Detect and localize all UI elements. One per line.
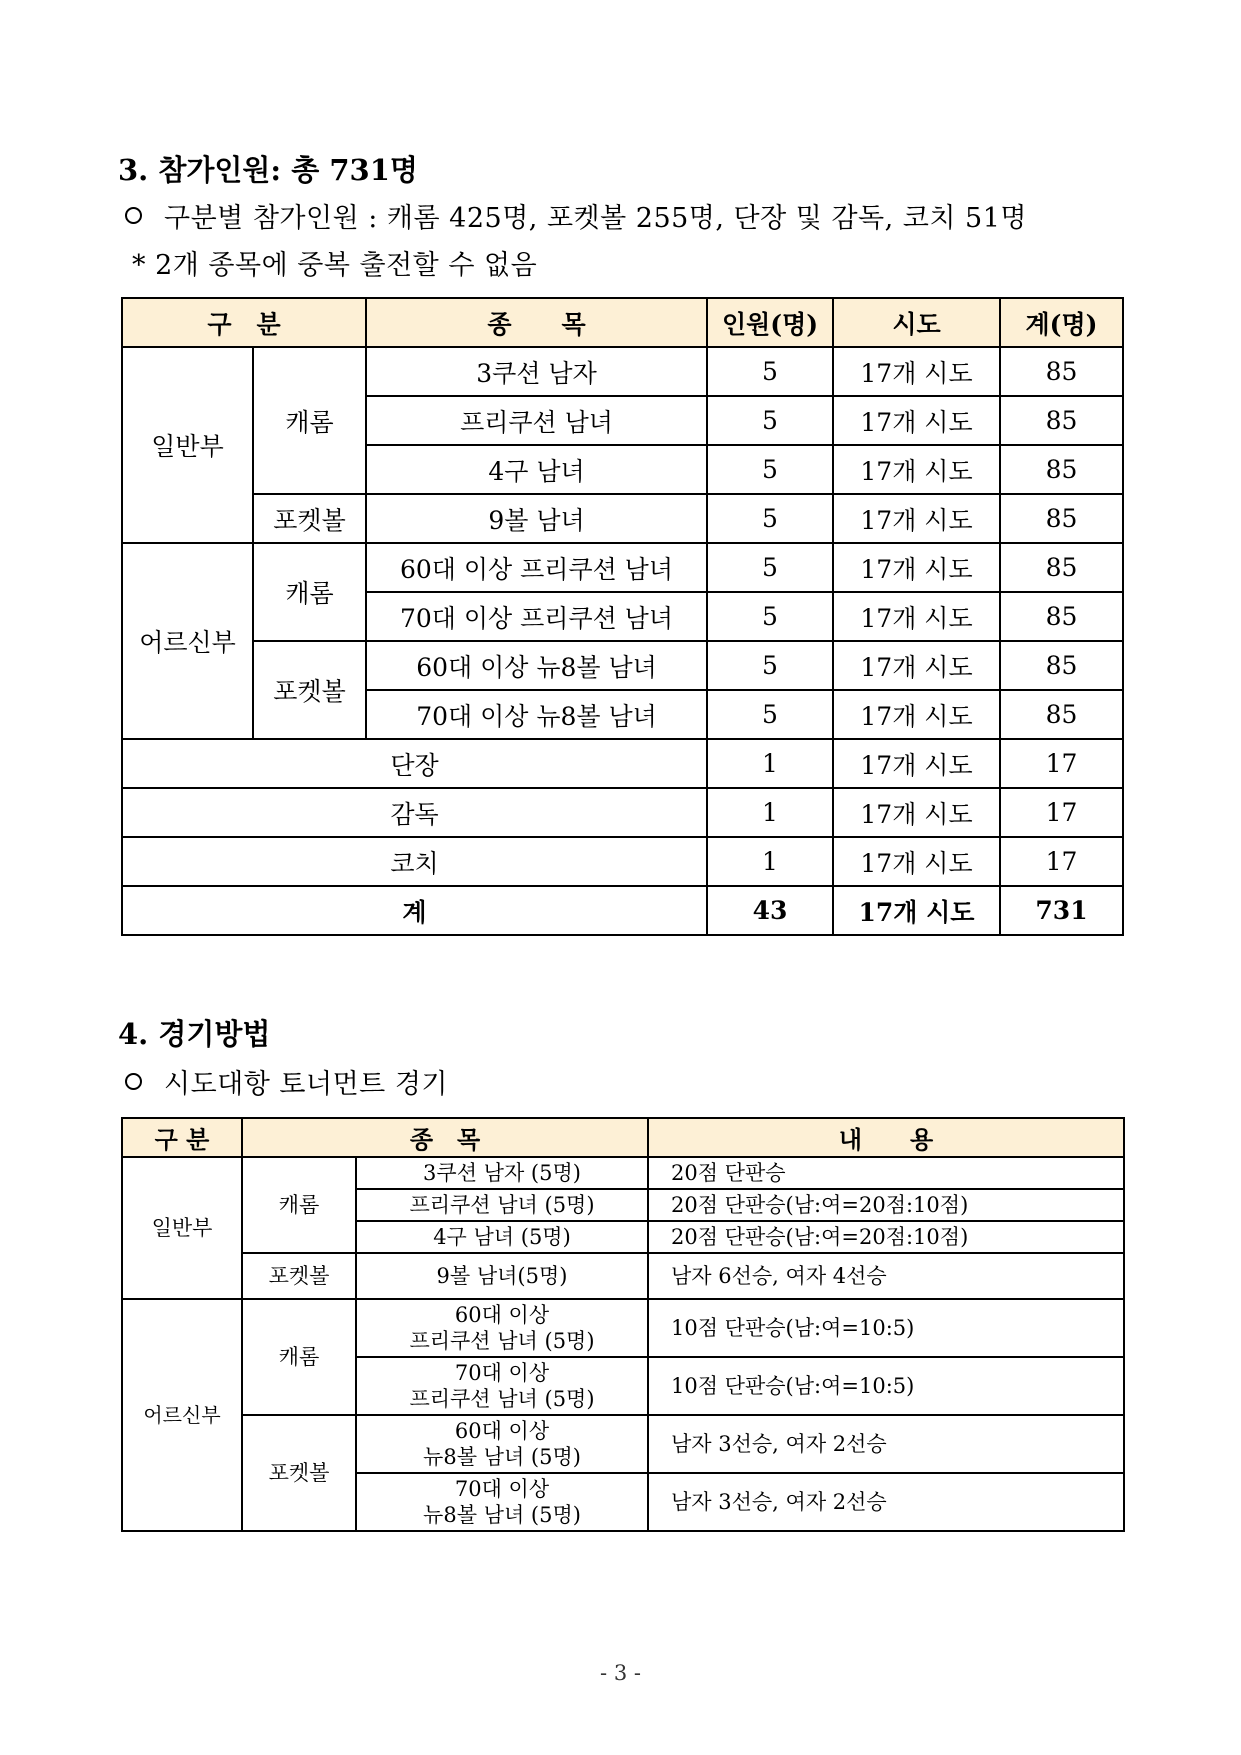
subgroup-pocket: 포켓볼 (242, 1253, 356, 1299)
event-cell: 70대 이상 프리쿠션 남녀 (366, 592, 707, 641)
total-cell: 85 (1000, 690, 1123, 739)
section3-bullet-text: 구분별 참가인원 : 캐롬 425명, 포켓볼 255명, 단장 및 감독, 코치 51명 (164, 203, 1027, 234)
event-line-2: 뉴8볼 남녀 (5명) (423, 1445, 581, 1469)
page-number: - 3 - (600, 1661, 641, 1685)
persons-cell: 5 (707, 641, 833, 690)
total-cell: 85 (1000, 641, 1123, 690)
region-cell: 17개 시도 (833, 739, 1000, 788)
section3-note: * 2개 종목에 중복 출전할 수 없음 (132, 250, 538, 281)
region-cell: 17개 시도 (833, 592, 1000, 641)
subgroup-pocket: 포켓볼 (253, 494, 366, 543)
rule-cell: 남자 3선승, 여자 2선승 (648, 1415, 1124, 1473)
header-content: 내 용 (648, 1118, 1124, 1157)
event-cell: 9볼 남녀 (366, 494, 707, 543)
region-cell: 17개 시도 (833, 494, 1000, 543)
staff-label: 코치 (122, 837, 707, 886)
persons-cell: 5 (707, 543, 833, 592)
table-row (122, 1415, 1124, 1473)
region-cell: 17개 시도 (833, 788, 1000, 837)
persons-cell: 1 (707, 788, 833, 837)
section3-heading: 3. 참가인원: 총 731명 (118, 153, 418, 187)
event-cell: 60대 이상 프리쿠션 남녀 (366, 543, 707, 592)
group-elder: 어르신부 (122, 1299, 242, 1531)
event-cell: 프리쿠션 남녀 (5명) (356, 1189, 648, 1221)
total-cell: 85 (1000, 543, 1123, 592)
total-cell: 85 (1000, 592, 1123, 641)
event-cell (356, 1299, 648, 1357)
match-method-table (121, 1117, 1125, 1532)
event-cell (356, 1357, 648, 1415)
subgroup-pocket: 포켓볼 (253, 641, 366, 739)
table-row (122, 641, 1123, 690)
event-cell: 9볼 남녀(5명) (356, 1253, 648, 1299)
subgroup-carom: 캐롬 (242, 1299, 356, 1415)
total-cell: 85 (1000, 396, 1123, 445)
circle-bullet-icon (125, 1073, 142, 1090)
table-sum-row (122, 886, 1123, 935)
rule-cell: 20점 단판승(남:여=20점:10점) (648, 1189, 1124, 1221)
table-row (122, 1299, 1124, 1357)
persons-cell: 1 (707, 739, 833, 788)
event-line-2: 프리쿠션 남녀 (5명) (409, 1387, 595, 1411)
region-cell: 17개 시도 (833, 837, 1000, 886)
table-row (122, 494, 1123, 543)
total-cell: 17 (1000, 788, 1123, 837)
subgroup-carom: 캐롬 (242, 1157, 356, 1253)
region-cell: 17개 시도 (833, 543, 1000, 592)
event-cell: 3쿠션 남자 (5명) (356, 1157, 648, 1189)
header-total: 계(명) (1000, 298, 1123, 347)
sum-total: 731 (1000, 886, 1123, 935)
header-region: 시도 (833, 298, 1000, 347)
staff-label: 감독 (122, 788, 707, 837)
header-event: 종 목 (366, 298, 707, 347)
total-cell: 17 (1000, 739, 1123, 788)
table-row (122, 347, 1123, 396)
event-cell: 60대 이상 뉴8볼 남녀 (366, 641, 707, 690)
event-cell (356, 1415, 648, 1473)
sum-region: 17개 시도 (833, 886, 1000, 935)
table-row (122, 1157, 1124, 1189)
event-line-1: 70대 이상 (454, 1477, 550, 1501)
total-cell: 85 (1000, 347, 1123, 396)
persons-cell: 5 (707, 592, 833, 641)
region-cell: 17개 시도 (833, 690, 1000, 739)
persons-cell: 5 (707, 494, 833, 543)
section4-bullet (125, 1062, 448, 1101)
circle-bullet-icon (125, 207, 142, 224)
total-cell: 85 (1000, 445, 1123, 494)
persons-cell: 5 (707, 396, 833, 445)
rule-cell: 남자 3선승, 여자 2선승 (648, 1473, 1124, 1531)
rule-cell: 남자 6선승, 여자 4선승 (648, 1253, 1124, 1299)
rule-cell: 10점 단판승(남:여=10:5) (648, 1299, 1124, 1357)
table-row (122, 837, 1123, 886)
table-header-row (122, 298, 1123, 347)
total-cell: 85 (1000, 494, 1123, 543)
table-row (122, 543, 1123, 592)
region-cell: 17개 시도 (833, 641, 1000, 690)
staff-label: 단장 (122, 739, 707, 788)
total-cell: 17 (1000, 837, 1123, 886)
section4-heading: 4. 경기방법 (118, 1017, 271, 1051)
persons-cell: 1 (707, 837, 833, 886)
persons-cell: 5 (707, 347, 833, 396)
table-row (122, 788, 1123, 837)
event-line-1: 70대 이상 (454, 1361, 550, 1385)
event-line-2: 프리쿠션 남녀 (5명) (409, 1329, 595, 1353)
event-cell: 3쿠션 남자 (366, 347, 707, 396)
sum-label: 계 (122, 886, 707, 935)
table-row (122, 1253, 1124, 1299)
event-cell (356, 1473, 648, 1531)
event-cell: 4구 남녀 (5명) (356, 1221, 648, 1253)
group-general: 일반부 (122, 1157, 242, 1299)
event-line-1: 60대 이상 (454, 1303, 550, 1327)
event-cell: 4구 남녀 (366, 445, 707, 494)
section3-bullet (125, 196, 1027, 235)
header-event: 종 목 (242, 1118, 648, 1157)
header-persons: 인원(명) (707, 298, 833, 347)
table-header-row (122, 1118, 1124, 1157)
group-elder: 어르신부 (122, 543, 253, 739)
event-cell: 70대 이상 뉴8볼 남녀 (366, 690, 707, 739)
group-general: 일반부 (122, 347, 253, 543)
event-cell: 프리쿠션 남녀 (366, 396, 707, 445)
table-row (122, 739, 1123, 788)
region-cell: 17개 시도 (833, 396, 1000, 445)
region-cell: 17개 시도 (833, 347, 1000, 396)
header-category: 구 분 (122, 1118, 242, 1157)
subgroup-carom: 캐롬 (253, 347, 366, 494)
participants-table (121, 297, 1124, 936)
section4-bullet-text: 시도대항 토너먼트 경기 (164, 1069, 448, 1100)
subgroup-carom: 캐롬 (253, 543, 366, 641)
subgroup-pocket: 포켓볼 (242, 1415, 356, 1531)
rule-cell: 20점 단판승(남:여=20점:10점) (648, 1221, 1124, 1253)
sum-persons: 43 (707, 886, 833, 935)
header-category: 구 분 (122, 298, 366, 347)
event-line-2: 뉴8볼 남녀 (5명) (423, 1503, 581, 1527)
region-cell: 17개 시도 (833, 445, 1000, 494)
rule-cell: 10점 단판승(남:여=10:5) (648, 1357, 1124, 1415)
rule-cell: 20점 단판승 (648, 1157, 1124, 1189)
persons-cell: 5 (707, 690, 833, 739)
persons-cell: 5 (707, 445, 833, 494)
event-line-1: 60대 이상 (454, 1419, 550, 1443)
